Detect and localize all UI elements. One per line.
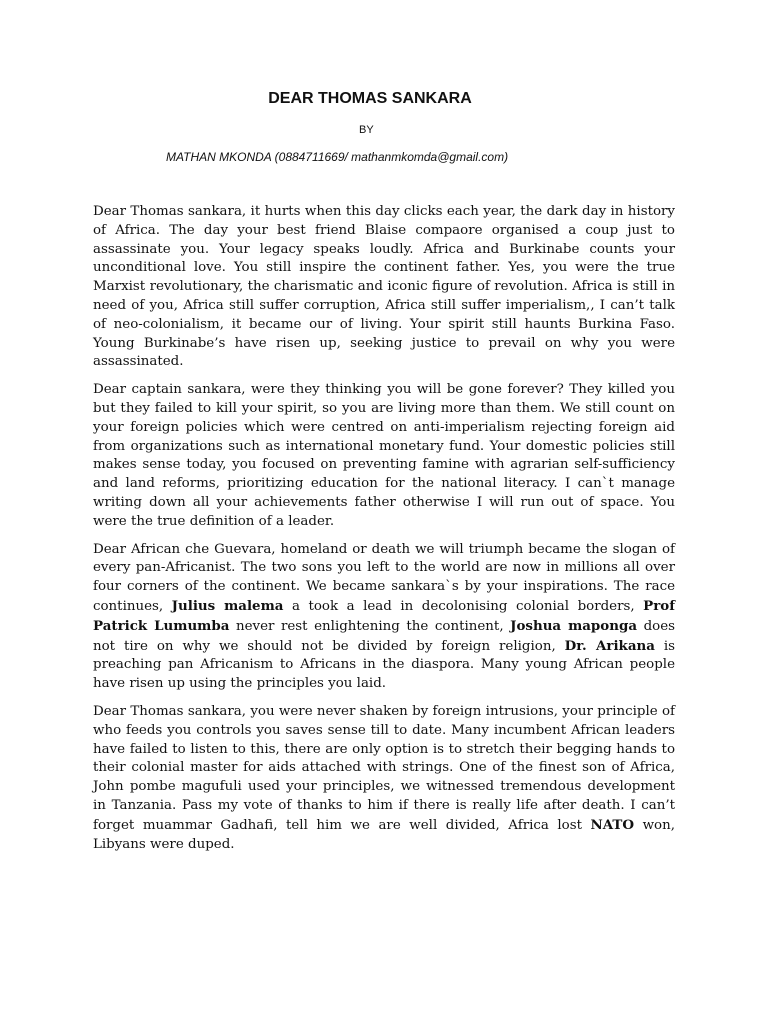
document-title: DEAR THOMAS SANKARA	[268, 90, 472, 107]
paragraph-1: Dear Thomas sankara, it hurts when this day clicks each year, the dark day in history of Africa. The day your best friend Blaise compaore organised a coup just to assassinate you. Your legacy speaks loudly. Africa and Burkinabe counts your unconditional love. You still inspire the continent father. Yes, you were the true Marxist revolutionary, the charismatic and iconic figure of revolution. Africa is still in need of you, Africa still suffer corruption, Africa still suffer imperialism,, I can’t talk of neo-colonialism, it became our of living. Your spirit still haunts Burkina Faso. Young Burkinabe’s have risen up, seeking justice to prevail on why you were assassinated.	[93, 204, 675, 370]
name-nato: NATO	[590, 816, 635, 833]
name-julius-malema: Julius malema	[171, 597, 284, 614]
paragraph-3-text: a took a lead in decolonising colonial borders,	[283, 598, 644, 614]
author-line: MATHAN MKONDA (0884711669/ mathanmkomda@gmail.com)	[166, 150, 509, 164]
paragraph-3	[93, 541, 675, 694]
paragraph-4	[93, 703, 675, 854]
name-joshua-maponga: Joshua maponga	[510, 617, 638, 634]
paragraph-3-text: does not tire on why we should not be divided by foreign religion,	[93, 618, 676, 654]
paragraph-3-text: is preaching pan Africanism to Africans in the diaspora. Many young African people have risen up using the principles you laid.	[93, 638, 675, 692]
byline: BY	[359, 124, 374, 136]
paragraph-2: Dear captain sankara, were they thinking you will be gone forever? They killed you but they failed to kill your spirit, so you are living more than them. We still count on your foreign policies which were centred on anti-imperialism rejecting foreign aid from organizations such as international monetary fund. Your domestic policies still makes sense today, you focused on preventing famine with agrarian self-sufficiency and land reforms, prioritizing education for the national literacy. I can`t manage writing down all your achievements father otherwise I will run out of space. You were the true definition of a leader.	[93, 382, 675, 529]
paragraph-3-text: never rest enlightening the continent,	[229, 618, 511, 634]
name-patrick-lumumba: Prof Patrick Lumumba	[93, 597, 675, 634]
letter-body	[93, 203, 675, 863]
paragraph-3-text: Dear African che Guevara, homeland or death we will triumph became the slogan of every pan-Africanist. The two sons you left to the world are now in millions all over four corners of the continent. We became sankara`s by your inspirations. The race continues,	[93, 541, 675, 614]
paragraph-4-text: won, Libyans were duped.	[93, 817, 675, 852]
paragraph-4-text: Dear Thomas sankara, you were never shaken by foreign intrusions, your principle of who feeds you controls you saves sense till to date. Many incumbent African leaders have failed to listen to this, there are only option is to stretch their begging hands to their colonial master for aids attached with strings. One of the finest son of Africa, John pombe magufuli used your principles, we witnessed tremendous development in Tanzania. Pass my vote of thanks to him if there is really life after death. I can’t forget muammar Gadhafi, tell him we are well divided, Africa lost	[93, 703, 675, 833]
name-dr-arikana: Dr. Arikana	[564, 637, 655, 654]
